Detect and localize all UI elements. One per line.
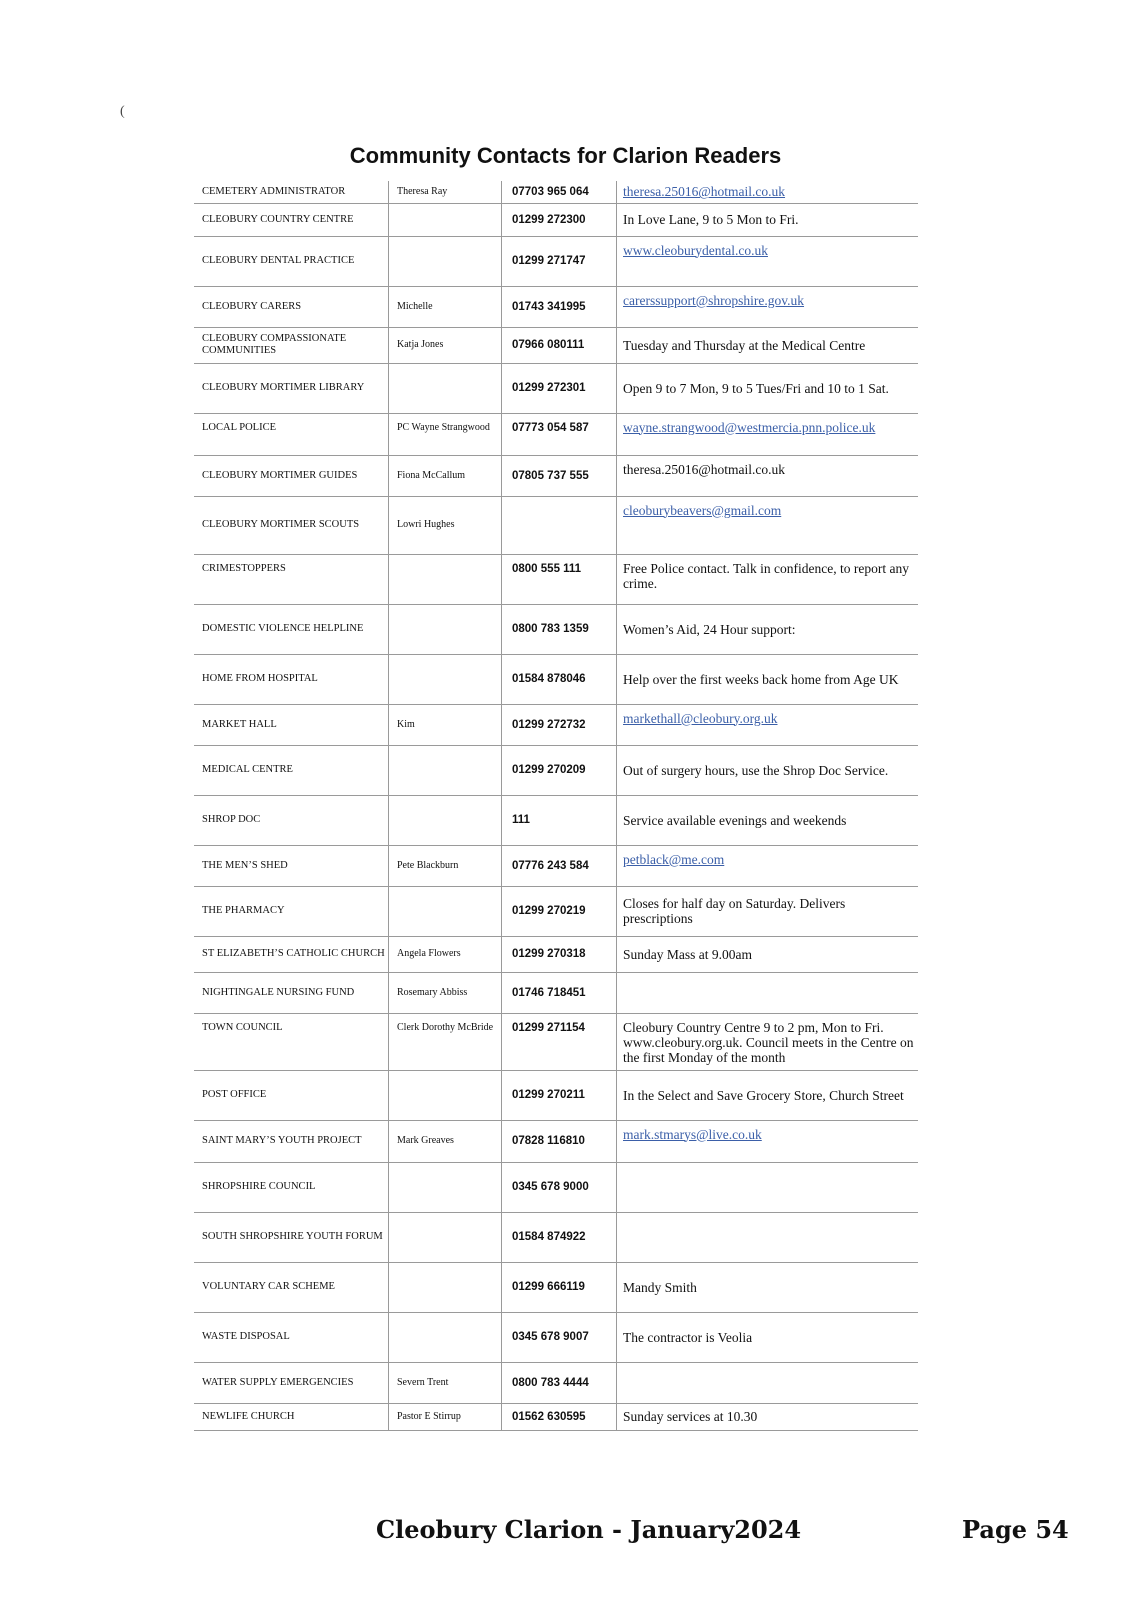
contact-person (389, 704, 502, 745)
contact-person (389, 203, 502, 236)
contact-info (617, 1212, 919, 1262)
contact-person (389, 455, 502, 496)
contact-row (194, 455, 918, 496)
contact-organisation-text: WASTE DISPOSAL (202, 1331, 290, 1342)
contact-phone-text: 01562 630595 (512, 1410, 586, 1423)
contact-info-text: Help over the first weeks back home from Age UK (623, 671, 899, 687)
contact-row (194, 1403, 918, 1430)
contact-person (389, 886, 502, 936)
contact-row (194, 972, 918, 1013)
contact-phone (502, 455, 617, 496)
contact-info (617, 327, 919, 363)
contact-info-text: Tuesday and Thursday at the Medical Centre (623, 337, 866, 353)
contact-person-text: Mark Greaves (397, 1135, 454, 1146)
contact-person (389, 972, 502, 1013)
contact-phone (502, 1070, 617, 1120)
contact-info (617, 845, 919, 886)
contact-phone (502, 181, 617, 203)
contact-phone-text: 01743 341995 (512, 300, 586, 313)
contact-row (194, 1162, 918, 1212)
contact-organisation (194, 1162, 389, 1212)
contact-row (194, 1362, 918, 1403)
contact-organisation (194, 1013, 389, 1070)
contact-person-text: Severn Trent (397, 1376, 449, 1388)
contact-row (194, 1120, 918, 1162)
contact-row (194, 203, 918, 236)
contact-organisation (194, 413, 389, 455)
contact-phone (502, 203, 617, 236)
contact-info (617, 936, 919, 972)
contact-person (389, 363, 502, 413)
contact-info-text: Cleobury Country Centre 9 to 2 pm, Mon to Fri. www.cleobury.org.uk. Council meets in the Centre on the first Monday of the month (623, 1019, 914, 1065)
contact-row (194, 1262, 918, 1312)
contact-person-text: Katja Jones (397, 339, 444, 350)
contact-organisation-text: VOLUNTARY CAR SCHEME (202, 1281, 335, 1292)
contact-row (194, 654, 918, 704)
contact-info-text: Open 9 to 7 Mon, 9 to 5 Tues/Fri and 10 to 1 Sat. (623, 380, 889, 396)
contact-phone-text: 01299 272301 (512, 382, 586, 394)
contact-organisation-text: CLEOBURY MORTIMER SCOUTS (202, 519, 360, 530)
contact-info (617, 1362, 919, 1403)
contact-row (194, 1013, 918, 1070)
contact-info-text: Women’s Aid, 24 Hour support: (623, 621, 796, 637)
contact-phone-text: 07828 116810 (512, 1135, 585, 1147)
contact-row (194, 181, 918, 203)
contact-info-text: Sunday Mass at 9.00am (623, 946, 752, 962)
contact-info (617, 363, 919, 413)
contact-person-text: Pete Blackburn (397, 859, 459, 871)
contact-link[interactable]: carerssupport@shropshire.gov.uk (623, 292, 805, 308)
contact-phone (502, 936, 617, 972)
contact-row (194, 554, 918, 604)
contact-info (617, 455, 919, 496)
contact-person (389, 554, 502, 604)
contact-person (389, 604, 502, 654)
contact-organisation-text: TOWN COUNCIL (202, 1021, 283, 1033)
contact-person-text: Lowri Hughes (397, 519, 455, 530)
contact-row (194, 704, 918, 745)
contact-phone-text: 01299 271747 (512, 255, 586, 267)
contact-person (389, 496, 502, 554)
contact-organisation-text: CLEOBURY MORTIMER GUIDES (202, 469, 358, 481)
contact-phone (502, 886, 617, 936)
contact-link[interactable]: theresa.25016@hotmail.co.uk (623, 184, 786, 200)
contact-row (194, 363, 918, 413)
contact-info (617, 203, 919, 236)
contact-info (617, 604, 919, 654)
contact-person-text: Theresa Ray (397, 185, 448, 197)
contact-row (194, 604, 918, 654)
contact-row (194, 1070, 918, 1120)
contact-info (617, 1120, 919, 1162)
contact-organisation-text: ST ELIZABETH’S CATHOLIC CHURCH (202, 948, 385, 959)
contact-info (617, 496, 919, 554)
contact-phone-text: 01299 270211 (512, 1089, 585, 1101)
contact-link[interactable]: petblack@me.com (623, 851, 725, 867)
contact-person (389, 1120, 502, 1162)
contact-row (194, 1312, 918, 1362)
contact-organisation (194, 181, 389, 203)
contact-organisation-text: CLEOBURY COMPASSIONATE COMMUNITIES (202, 333, 347, 356)
contact-info (617, 1013, 919, 1070)
contact-organisation (194, 654, 389, 704)
contact-link[interactable]: markethall@cleobury.org.uk (623, 710, 778, 726)
contact-info (617, 1262, 919, 1312)
contact-phone-text: 01299 270209 (512, 764, 586, 776)
contact-organisation-text: CLEOBURY COUNTRY CENTRE (202, 213, 354, 225)
contact-person-text: Kim (397, 718, 415, 730)
contact-organisation (194, 496, 389, 554)
stray-mark: ( (120, 104, 125, 119)
contact-person (389, 1013, 502, 1070)
contact-organisation (194, 327, 389, 363)
contact-phone (502, 286, 617, 327)
contact-info (617, 413, 919, 455)
contact-row (194, 1212, 918, 1262)
contact-info (617, 236, 919, 286)
contact-organisation-text: HOME FROM HOSPITAL (202, 673, 318, 684)
footer-page-number: Page 54 (962, 1515, 1069, 1544)
contact-phone-text: 07703 965 064 (512, 185, 589, 198)
contact-phone-text: 07776 243 584 (512, 859, 589, 872)
contact-organisation-text: LOCAL POLICE (202, 421, 276, 433)
contact-info (617, 286, 919, 327)
contact-organisation-text: MARKET HALL (202, 718, 277, 730)
contact-info (617, 704, 919, 745)
contact-organisation-text: NIGHTINGALE NURSING FUND (202, 986, 355, 998)
contact-phone-text: 01299 666119 (512, 1281, 585, 1293)
contact-person (389, 845, 502, 886)
contact-person-text: Fiona McCallum (397, 469, 466, 481)
contact-phone-text: 01299 271154 (512, 1021, 585, 1034)
contact-row (194, 236, 918, 286)
contact-phone (502, 1212, 617, 1262)
contact-phone-text: 0800 555 111 (512, 562, 582, 575)
contact-phone (502, 1362, 617, 1403)
contact-organisation-text: CLEOBURY DENTAL PRACTICE (202, 255, 355, 266)
contact-info-text: Sunday services at 10.30 (623, 1409, 758, 1424)
contact-phone-text: 01299 270219 (512, 905, 586, 917)
contact-organisation-text: THE MEN’S SHED (202, 859, 288, 871)
contact-phone (502, 704, 617, 745)
footer-title: Cleobury Clarion - January2024 (376, 1515, 802, 1544)
contact-person (389, 745, 502, 795)
contact-person (389, 654, 502, 704)
contact-info (617, 886, 919, 936)
contact-organisation (194, 936, 389, 972)
contact-row (194, 745, 918, 795)
contact-organisation (194, 363, 389, 413)
contact-organisation-text: WATER SUPPLY EMERGENCIES (202, 1376, 354, 1388)
contact-phone-text: 01299 272300 (512, 213, 586, 226)
contact-info-text: Service available evenings and weekends (623, 812, 847, 828)
contact-person (389, 286, 502, 327)
contact-organisation (194, 1120, 389, 1162)
contact-link[interactable]: cleoburybeavers@gmail.com (623, 502, 782, 518)
contact-phone-text: 0345 678 9000 (512, 1181, 589, 1193)
contact-person-text: Pastor E Stirrup (397, 1410, 461, 1422)
contact-phone (502, 1312, 617, 1362)
contact-phone (502, 236, 617, 286)
contact-person-text: PC Wayne Strangwood (397, 421, 490, 433)
contact-phone (502, 845, 617, 886)
contact-info (617, 654, 919, 704)
contact-row (194, 886, 918, 936)
contact-organisation (194, 1212, 389, 1262)
contact-row (194, 845, 918, 886)
contact-phone (502, 1120, 617, 1162)
contact-organisation (194, 886, 389, 936)
contact-organisation (194, 704, 389, 745)
contact-info (617, 1070, 919, 1120)
contact-organisation (194, 1312, 389, 1362)
contact-organisation (194, 795, 389, 845)
contact-info-text: Mandy Smith (623, 1279, 697, 1295)
contact-phone-text: 111 (512, 814, 530, 826)
contact-person-text: Rosemary Abbiss (397, 986, 468, 998)
contact-phone (502, 1162, 617, 1212)
contact-phone (502, 496, 617, 554)
contact-organisation (194, 745, 389, 795)
contact-info-text: Free Police contact. Talk in confidence, to report any crime. (623, 560, 909, 591)
contact-phone (502, 1262, 617, 1312)
contact-row (194, 936, 918, 972)
contact-phone-text: 0800 783 4444 (512, 1376, 589, 1389)
contact-person-text: Angela Flowers (397, 948, 461, 959)
contact-organisation (194, 1070, 389, 1120)
contact-organisation (194, 604, 389, 654)
contact-row (194, 327, 918, 363)
contact-link[interactable]: wayne.strangwood@westmercia.pnn.police.uk (623, 419, 876, 435)
contact-phone (502, 654, 617, 704)
contact-info-text: The contractor is Veolia (623, 1329, 753, 1345)
contact-person (389, 236, 502, 286)
contact-organisation (194, 286, 389, 327)
contact-person (389, 936, 502, 972)
contact-phone (502, 795, 617, 845)
contact-organisation-text: CEMETERY ADMINISTRATOR (202, 185, 346, 197)
contact-phone-text: 0345 678 9007 (512, 1331, 589, 1343)
contact-organisation (194, 455, 389, 496)
contact-phone-text: 01746 718451 (512, 986, 586, 999)
contact-person (389, 1312, 502, 1362)
contact-info (617, 745, 919, 795)
contact-info-text: Closes for half day on Saturday. Delivers prescriptions (623, 896, 846, 926)
contact-organisation-text: POST OFFICE (202, 1089, 267, 1100)
contact-row (194, 413, 918, 455)
contact-person (389, 1362, 502, 1403)
contact-organisation-text: NEWLIFE CHURCH (202, 1410, 295, 1422)
contact-person (389, 327, 502, 363)
contact-organisation (194, 1403, 389, 1430)
contact-info (617, 181, 919, 203)
contact-phone (502, 972, 617, 1013)
contact-info (617, 554, 919, 604)
contact-person-text: Michelle (397, 300, 433, 312)
contact-organisation-text: SOUTH SHROPSHIRE YOUTH FORUM (202, 1231, 383, 1242)
contact-person-text: Clerk Dorothy McBride (397, 1021, 494, 1033)
contact-phone (502, 1403, 617, 1430)
contact-phone-text: 07966 080111 (512, 339, 585, 351)
contacts-table-body (194, 181, 918, 1430)
contact-organisation (194, 236, 389, 286)
contact-row (194, 496, 918, 554)
contact-phone (502, 554, 617, 604)
contact-person (389, 413, 502, 455)
contact-phone (502, 413, 617, 455)
contacts-table (194, 181, 918, 1431)
contact-info (617, 972, 919, 1013)
contact-phone (502, 1013, 617, 1070)
contact-link[interactable]: mark.stmarys@live.co.uk (623, 1126, 762, 1142)
contact-organisation-text: DOMESTIC VIOLENCE HELPLINE (202, 623, 364, 634)
page-title: Community Contacts for Clarion Readers (349, 143, 782, 168)
contact-organisation-text: CLEOBURY CARERS (202, 300, 302, 312)
contact-row (194, 795, 918, 845)
contact-organisation (194, 845, 389, 886)
contact-info-text: theresa.25016@hotmail.co.uk (623, 461, 786, 477)
contact-info-text: Out of surgery hours, use the Shrop Doc Service. (623, 762, 889, 778)
contact-phone-text: 07805 737 555 (512, 469, 589, 482)
contact-info-text: In Love Lane, 9 to 5 Mon to Fri. (623, 212, 799, 227)
contact-info-text: In the Select and Save Grocery Store, Church Street (623, 1087, 904, 1103)
contact-info (617, 1312, 919, 1362)
contact-phone-text: 07773 054 587 (512, 421, 589, 434)
contact-person (389, 1162, 502, 1212)
contact-organisation-text: SHROPSHIRE COUNCIL (202, 1181, 316, 1192)
contact-organisation (194, 203, 389, 236)
contact-person (389, 181, 502, 203)
contact-phone (502, 604, 617, 654)
contact-phone-text: 01299 270318 (512, 948, 586, 960)
contact-organisation-text: MEDICAL CENTRE (202, 764, 293, 775)
contact-phone (502, 327, 617, 363)
contact-phone-text: 01299 272732 (512, 718, 586, 731)
contact-organisation (194, 1362, 389, 1403)
contact-phone (502, 745, 617, 795)
contact-phone (502, 363, 617, 413)
contact-link[interactable]: www.cleoburydental.co.uk (623, 242, 768, 258)
contact-person (389, 1403, 502, 1430)
contact-organisation-text: CLEOBURY MORTIMER LIBRARY (202, 382, 365, 393)
contact-person (389, 1070, 502, 1120)
contact-organisation (194, 1262, 389, 1312)
contact-organisation (194, 554, 389, 604)
contact-person (389, 795, 502, 845)
contact-organisation-text: SAINT MARY’S YOUTH PROJECT (202, 1135, 362, 1146)
contact-person (389, 1262, 502, 1312)
contact-phone-text: 01584 874922 (512, 1231, 586, 1243)
contact-info (617, 795, 919, 845)
contact-organisation-text: CRIMESTOPPERS (202, 562, 286, 574)
contact-phone-text: 01584 878046 (512, 673, 586, 685)
contact-row (194, 286, 918, 327)
contact-organisation-text: THE PHARMACY (202, 905, 285, 916)
contact-info (617, 1403, 919, 1430)
contact-organisation-text: SHROP DOC (202, 814, 261, 825)
contact-person (389, 1212, 502, 1262)
contact-phone-text: 0800 783 1359 (512, 623, 589, 635)
contact-info (617, 1162, 919, 1212)
contact-organisation (194, 972, 389, 1013)
